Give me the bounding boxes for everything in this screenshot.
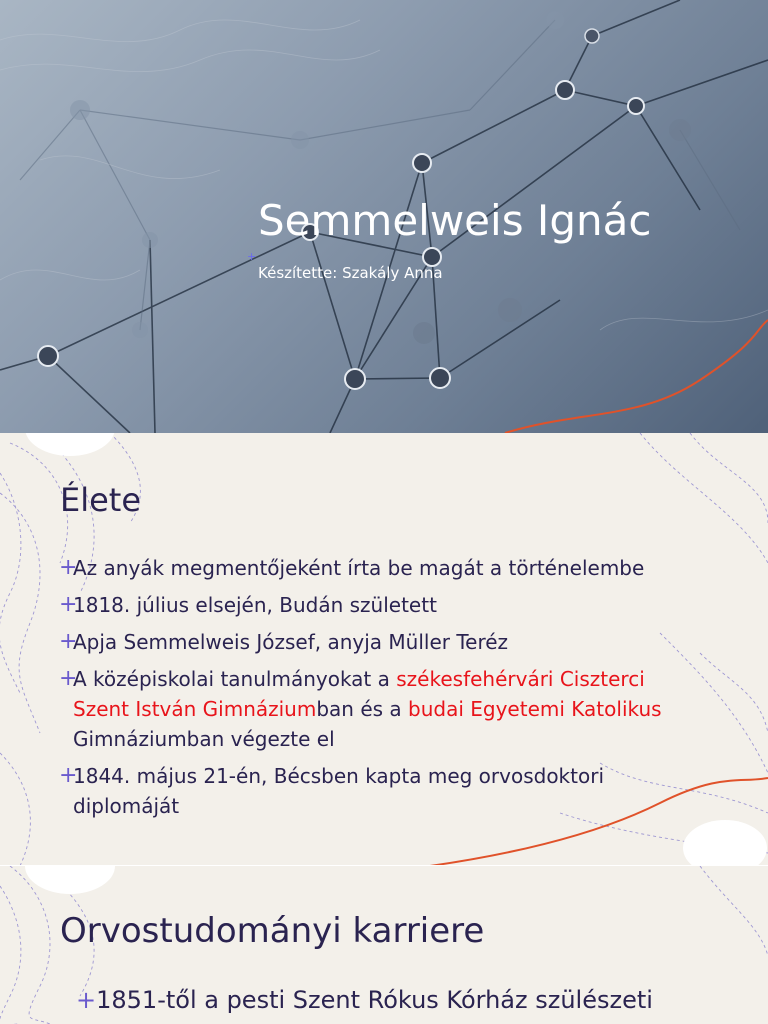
plus-bullet-icon: + (59, 592, 78, 617)
plus-bullet-icon: + (59, 666, 78, 691)
plus-bullet-icon: + (59, 555, 78, 580)
bullet-list (60, 553, 700, 828)
bullet-item (60, 761, 700, 821)
bullet-item (60, 553, 700, 583)
plus-bullet-icon: + (76, 986, 97, 1014)
bullet-text: ban és a (316, 697, 409, 721)
highlighted-text: székesfehérvári Ciszterci Szent István Gimnázium (73, 667, 645, 721)
elete-slide[interactable] (0, 433, 768, 866)
bullet-text: Apja Semmelweis József, anyja Müller Teréz (73, 630, 509, 654)
title-slide[interactable] (0, 0, 768, 433)
slide-heading: Orvostudományi karriere (60, 911, 485, 951)
slide-heading: Élete (60, 481, 142, 519)
bullet-text: 1851-től a pesti Szent Rókus Kórház szülészeti (96, 986, 653, 1014)
highlighted-text: budai Egyetemi Katolikus (408, 697, 662, 721)
slide-title: Semmelweis Ignác (258, 196, 652, 245)
bullet-item (60, 590, 700, 620)
plus-bullet-icon: + (59, 763, 78, 788)
bullet-text: A középiskolai tanulmányokat a (73, 667, 397, 691)
bullet-text: 1844. május 21-én, Bécsben kapta meg orvosdoktori diplomáját (73, 764, 604, 818)
bullet-item (76, 986, 653, 1014)
bullet-text: Gimnáziumban végezte el (73, 727, 335, 751)
karrier-slide[interactable] (0, 866, 768, 1024)
plus-bullet-icon: + (59, 629, 78, 654)
slide-subtitle: Készítette: Szakály Anna (258, 264, 443, 282)
bullet-item (60, 664, 700, 754)
bullet-text: Az anyák megmentőjeként írta be magát a történelembe (73, 556, 645, 580)
bullet-text: 1818. július elsején, Budán született (73, 593, 437, 617)
plus-decoration-icon: + (247, 250, 257, 263)
bullet-item (60, 627, 700, 657)
